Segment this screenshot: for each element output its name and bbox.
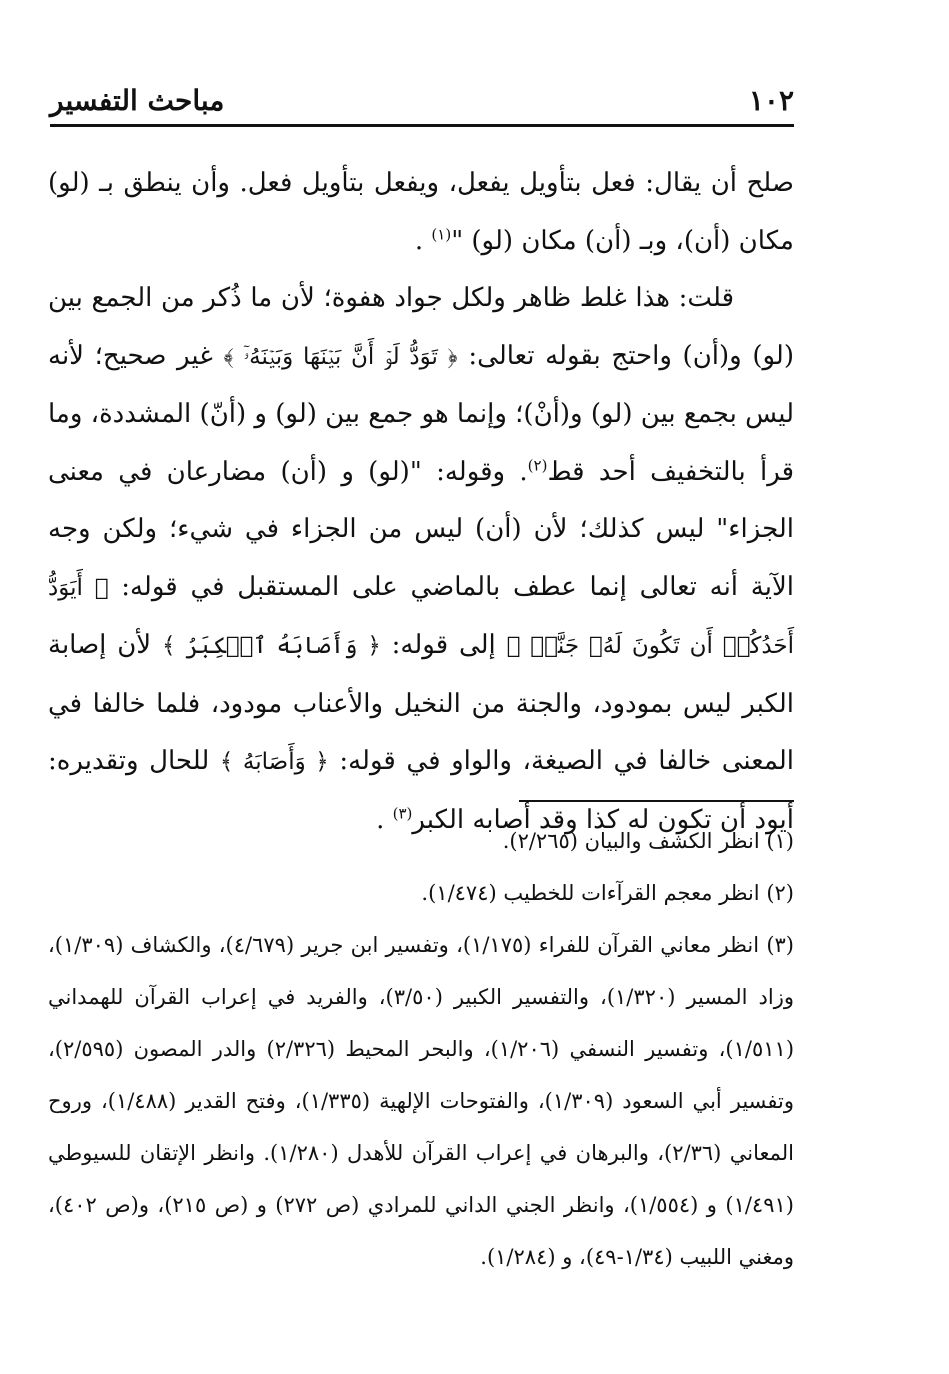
running-header	[50, 82, 794, 127]
footnote-1: (١) انظر الكشف والبيان (٢/٢٦٥).	[502, 829, 794, 853]
paragraph-2-text-d: إلى قوله:	[380, 630, 507, 660]
paragraph-2-end: .	[376, 804, 393, 835]
paragraph-2-text-f: للحال وتقديره: أيود أن تكون له كذا وقد أصابه الكبر	[48, 746, 794, 835]
footnote-ref-1: (١)	[431, 224, 452, 243]
footnote-3: (٣) انظر معاني القرآن للفراء (١/١٧٥)، وتفسير ابن جرير (٤/٦٧٩)، والكشاف (١/٣٠٩)، وزاد المسير (١/٣٢٠)، والتفسير الكبير (٣/٥٠)، والفريد في إعراب القرآن للهمداني (١/٥١١)، وتفسير النسفي (١/٢٠٦)، والبحر المحيط (٢/٣٢٦) والدر المصون (٢/٥٩٥)، وتفسير أبي السعود (١/٣٠٩)، والفتوحات الإلهية (١/٣٣٥)، وفتح القدير (١/٤٨٨)، وروح المعاني (٢/٣٦)، والبرهان في إعراب القرآن للأهدل (١/٢٨٠). وانظر الإتقان للسيوطي (١/٤٩١) و (١/٥٥٤)، وانظر الجني الداني للمرادي (ص ٢٧٢) و (ص ٢١٥)، و(ص ٤٠٢)، ومغني اللبيب (١/٣٤-٤٩)، و (١/٢٨٤).	[48, 933, 795, 1269]
footnote-2: (٢) انظر معجم القرآءات للخطيب (١/٤٧٤).	[421, 881, 794, 905]
quran-verse-3: ﴿ وَأَصَابَهُ ٱلۡكِبَرُ ﴾	[161, 633, 381, 659]
paragraph-1-end: .	[414, 225, 432, 256]
paragraph-1	[48, 155, 794, 270]
footnotes	[48, 815, 794, 1283]
quran-verse-2: ﴿ أَيَوَدُّ أَحَدُكُمۡ أَن تَكُونَ لَهُۥ جَنَّةٞ ﴾	[48, 574, 795, 659]
page-number: ١٠٢	[748, 84, 794, 117]
footnote-ref-3: (٣)	[392, 803, 413, 822]
paragraph-1-text: صلح أن يقال: فعل بتأويل يفعل، ويفعل بتأويل فعل. وأن ينطق بـ (لو) مكان (أن)، وبـ (أن) مكان (لو) "	[48, 168, 794, 256]
running-title: مباحث التفسير	[50, 84, 225, 117]
quran-verse-1: ﴿ تَوَدُّ لَوۡ أَنَّ بَيۡنَهَا وَبَيۡنَهُۥٓ ﴾	[223, 343, 458, 370]
main-text	[48, 155, 794, 849]
footnote-separator	[519, 800, 794, 802]
paragraph-2	[48, 270, 794, 849]
footnote-ref-2: (٢)	[527, 455, 548, 474]
quran-verse-4: ﴿ وَأَصَابَهُ ﴾	[219, 749, 329, 775]
paragraph-2-text-a: قلت: هذا غلط ظاهر ولكل جواد هفوة؛ لأن ما ذُكر من الجمع بين (لو) و(أن) واحتج بقوله تعالى:	[48, 283, 794, 371]
paragraph-2-text-b: غير صحيح؛ لأنه ليس بجمع بين (لو) و(أنْ)؛ وإنما هو جمع بين (لو) و (أنّ) المشددة، وما قرأ بالتخفيف أحد قط	[48, 340, 794, 487]
paragraph-2-text-e: لأن إصابة الكبر ليس بمودود، والجنة من النخيل والأعناب مودود، فلما خالفا في المعنى خالفا في الصيغة، والواو في قوله:	[48, 630, 794, 776]
paragraph-2-text-c: . وقوله: "(لو) و (أن) مضارعان في معنى الجزاء" ليس كذلك؛ لأن (أن) ليس من الجزاء في شيء؛ ولكن وجه الآية أنه تعالى إنما عطف بالماضي على المستقبل في قوله:	[48, 456, 794, 602]
